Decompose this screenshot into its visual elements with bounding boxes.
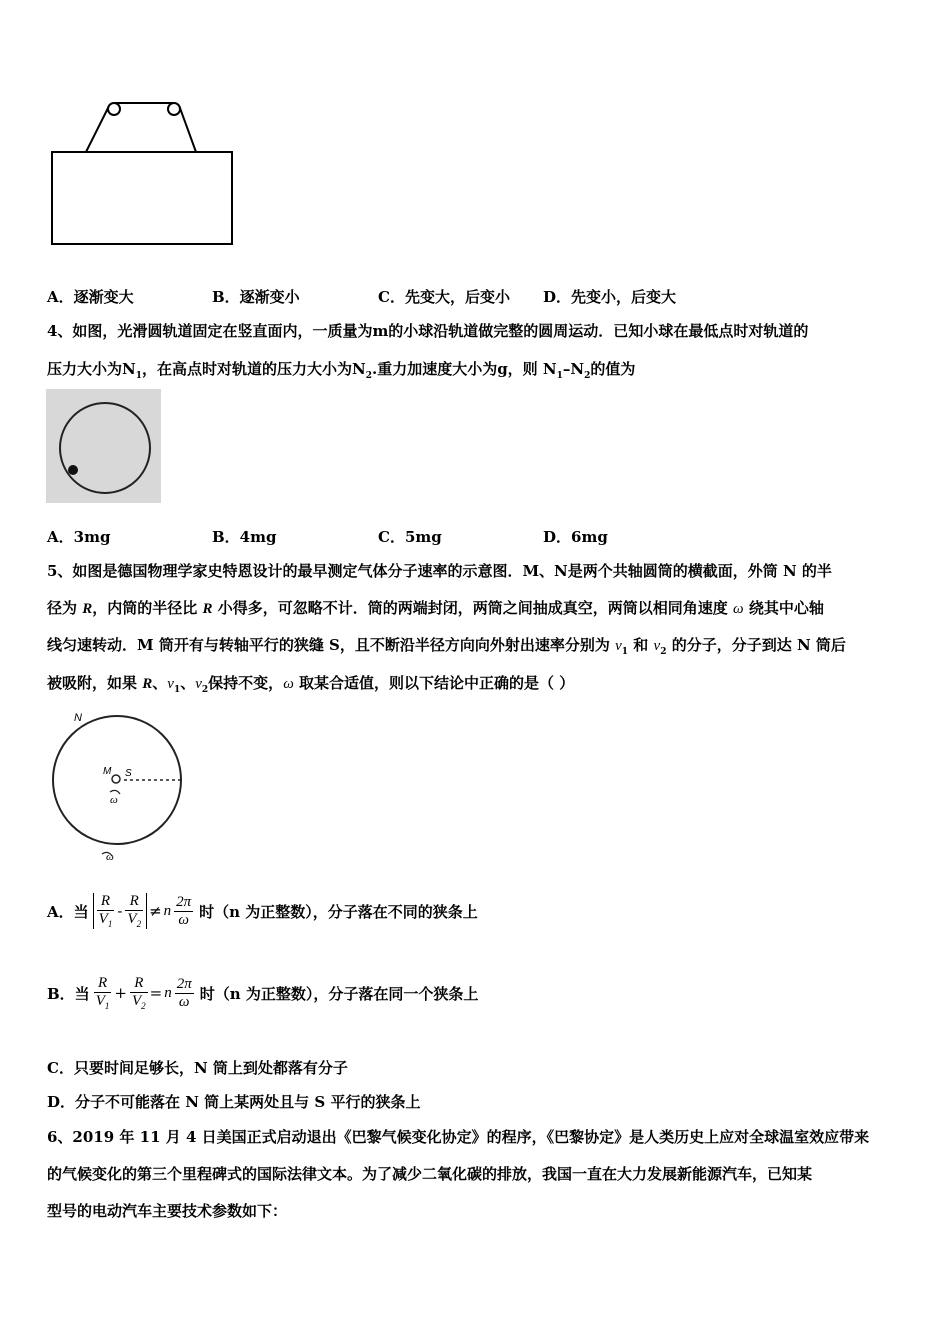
ball-icon xyxy=(68,465,78,475)
q3-option-a: A．逐渐变大 xyxy=(47,288,134,306)
inner-cylinder-m xyxy=(112,775,120,783)
q4-option-a: A．3mg xyxy=(47,528,111,546)
q5-option-c: C．只要时间足够长，N 筒上到处都落有分子 xyxy=(47,1059,348,1077)
q5-option-a: A．当 $\frac{R}{V_1}$ - $\frac{R}{V_2}$ ≠ n $\frac{2\pi}{\omega}$ 时（n 为正整数），分子落在不同的狭条上 xyxy=(47,893,478,929)
q5-option-b: B．当 $\frac{R}{V_1}$ + $\frac{R}{V_2}$ = n $\frac{2\pi}{\omega}$ 时（n 为正整数），分子落在同一个狭条上 xyxy=(47,975,479,1011)
q4-option-c: C．5mg xyxy=(378,528,442,546)
label-omega-outer: ω xyxy=(106,851,114,863)
q4-option-b: B．4mg xyxy=(212,528,277,546)
q3-option-d: D．先变小，后变大 xyxy=(543,288,677,306)
label-omega-inner: ω xyxy=(110,794,118,806)
q4-option-d: D．6mg xyxy=(543,528,608,546)
q3-option-b: B．逐渐变小 xyxy=(212,288,300,306)
q6-stem-line1: 6、2019 年 11 月 4 日美国正式启动退出《巴黎气候变化协定》的程序，《巴黎协定》是人类历史上应对全球温室效应带来 xyxy=(47,1128,870,1146)
q4-stem-line2: 压力大小为$N_1$，在高点时对轨道的压力大小为$N_2$.重力加速度大小为g，则 $N_1-N_2$的值为 xyxy=(47,360,636,381)
q5-stem-line1: 5、如图是德国物理学家史特恩设计的最早测定气体分子速率的示意图．M、N是两个共轴圆筒的横截面，外筒 N 的半 xyxy=(47,562,832,580)
abs-value-expression: $\frac{R}{V_1}$ - $\frac{R}{V_2}$ xyxy=(93,893,147,929)
pulley-box-figure xyxy=(44,95,239,250)
q6-stem-line2: 的气候变化的第三个里程碑式的国际法律文本。为了减少二氧化碳的排放，我国一直在大力发展新能源汽车，已知某 xyxy=(47,1165,813,1183)
q5-stem-line2: 径为 R，内筒的半径比 R 小得多，可忽略不计．筒的两端封闭，两筒之间抽成真空，两筒以相同角速度 ω 绕其中心轴 xyxy=(47,599,824,617)
label-m: M xyxy=(103,766,112,777)
q3-option-c: C．先变大，后变小 xyxy=(378,288,510,306)
label-n: N xyxy=(74,712,82,724)
q5-option-d: D．分子不可能落在 N 筒上某两处且与 S 平行的狭条上 xyxy=(47,1093,421,1111)
q4-stem-line1: 4、如图，光滑圆轨道固定在竖直面内，一质量为m的小球沿轨道做完整的圆周运动．已知小球在最低点时对轨道的 xyxy=(47,322,809,340)
stern-apparatus-figure xyxy=(50,708,190,868)
label-s: S xyxy=(125,768,132,779)
q5-stem-line3: 线匀速转动．M 筒开有与转轴平行的狭缝 S，且不断沿半径方向向外射出速率分别为 $v_1$ 和 $v_2$ 的分子，分子到达 N 筒后 xyxy=(47,636,846,657)
circular-track-figure xyxy=(46,389,161,503)
q6-stem-line3: 型号的电动汽车主要技术参数如下： xyxy=(47,1202,288,1220)
q5-stem-line4: 被吸附，如果 R、$v_1$、$v_2$保持不变，ω 取某合适值，则以下结论中正确的是（ ） xyxy=(47,674,575,695)
